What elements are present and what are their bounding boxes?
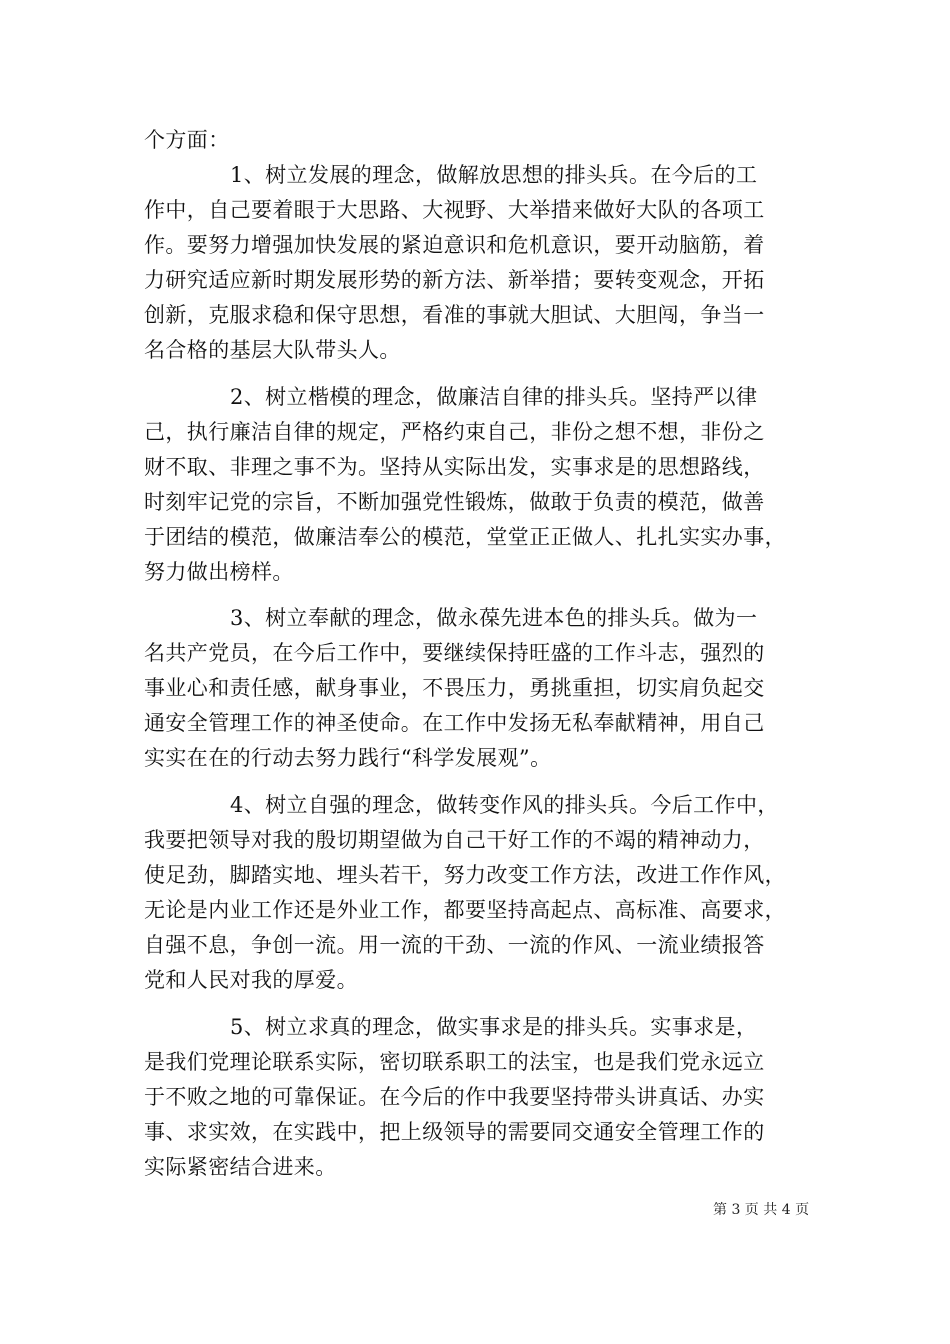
text-line: 我要把领导对我的殷切期望做为自己干好工作的不竭的精神动力， bbox=[144, 828, 765, 852]
paragraph-1-start: 1、树立发展的理念，做解放思想的排头兵。在今后的工 bbox=[230, 163, 758, 187]
text-line: 自强不息，争创一流。用一流的干劲、一流的作风、一流业绩报答 bbox=[144, 933, 765, 957]
text-line: 于不败之地的可靠保证。在今后的作中我要坚持带头讲真话、办实 bbox=[144, 1085, 765, 1109]
paragraph-4-start: 4、树立自强的理念，做转变作风的排头兵。今后工作中， bbox=[230, 793, 779, 817]
text-line: 事、求实效，在实践中，把上级领导的需要同交通安全管理工作的 bbox=[144, 1120, 765, 1144]
text-line: 个方面： bbox=[144, 128, 230, 152]
text-line: 实实在在的行动去努力践行“科学发展观”。 bbox=[144, 746, 552, 770]
text-line: 作。要努力增强加快发展的紧迫意识和危机意识，要开动脑筋，着 bbox=[144, 233, 765, 257]
text-line: 财不取、非理之事不为。坚持从实际出发，实事求是的思想路线， bbox=[144, 455, 765, 479]
text-line: 于团结的模范，做廉洁奉公的模范，堂堂正正做人、扎扎实实办事， bbox=[144, 525, 786, 549]
page-number-footer: 第 3 页 共 4 页 bbox=[713, 1202, 810, 1218]
text-line: 力研究适应新时期发展形势的新方法、新举措；要转变观念，开拓 bbox=[144, 268, 765, 292]
text-line: 创新，克服求稳和保守思想，看准的事就大胆试、大胆闯，争当一 bbox=[144, 303, 765, 327]
paragraph-2-start: 2、树立楷模的理念，做廉洁自律的排头兵。坚持严以律 bbox=[230, 385, 758, 409]
text-line: 事业心和责任感，献身事业，不畏压力，勇挑重担，切实肩负起交 bbox=[144, 676, 765, 700]
text-line: 实际紧密结合进来。 bbox=[144, 1155, 337, 1179]
text-line: 名共产党员，在今后工作中，要继续保持旺盛的工作斗志，强烈的 bbox=[144, 641, 765, 665]
text-line: 是我们党理论联系实际，密切联系职工的法宝，也是我们党永远立 bbox=[144, 1050, 765, 1074]
text-line: 使足劲，脚踏实地、埋头若干，努力改变工作方法，改进工作作风， bbox=[144, 863, 786, 887]
paragraph-3-start: 3、树立奉献的理念，做永葆先进本色的排头兵。做为一 bbox=[230, 606, 758, 630]
text-line: 作中，自己要着眼于大思路、大视野、大举措来做好大队的各项工 bbox=[144, 198, 765, 222]
text-line: 己，执行廉洁自律的规定，严格约束自己，非份之想不想，非份之 bbox=[144, 420, 765, 444]
text-line: 努力做出榜样。 bbox=[144, 560, 294, 584]
paragraph-5-start: 5、树立求真的理念，做实事求是的排头兵。实事求是， bbox=[230, 1015, 758, 1039]
text-line: 党和人民对我的厚爱。 bbox=[144, 968, 358, 992]
text-line: 名合格的基层大队带头人。 bbox=[144, 338, 401, 362]
text-line: 时刻牢记党的宗旨，不断加强党性锻炼，做敢于负责的模范，做善 bbox=[144, 490, 765, 514]
text-line: 无论是内业工作还是外业工作，都要坚持高起点、高标准、高要求， bbox=[144, 898, 786, 922]
text-line: 通安全管理工作的神圣使命。在工作中发扬无私奉献精神，用自己 bbox=[144, 711, 765, 735]
